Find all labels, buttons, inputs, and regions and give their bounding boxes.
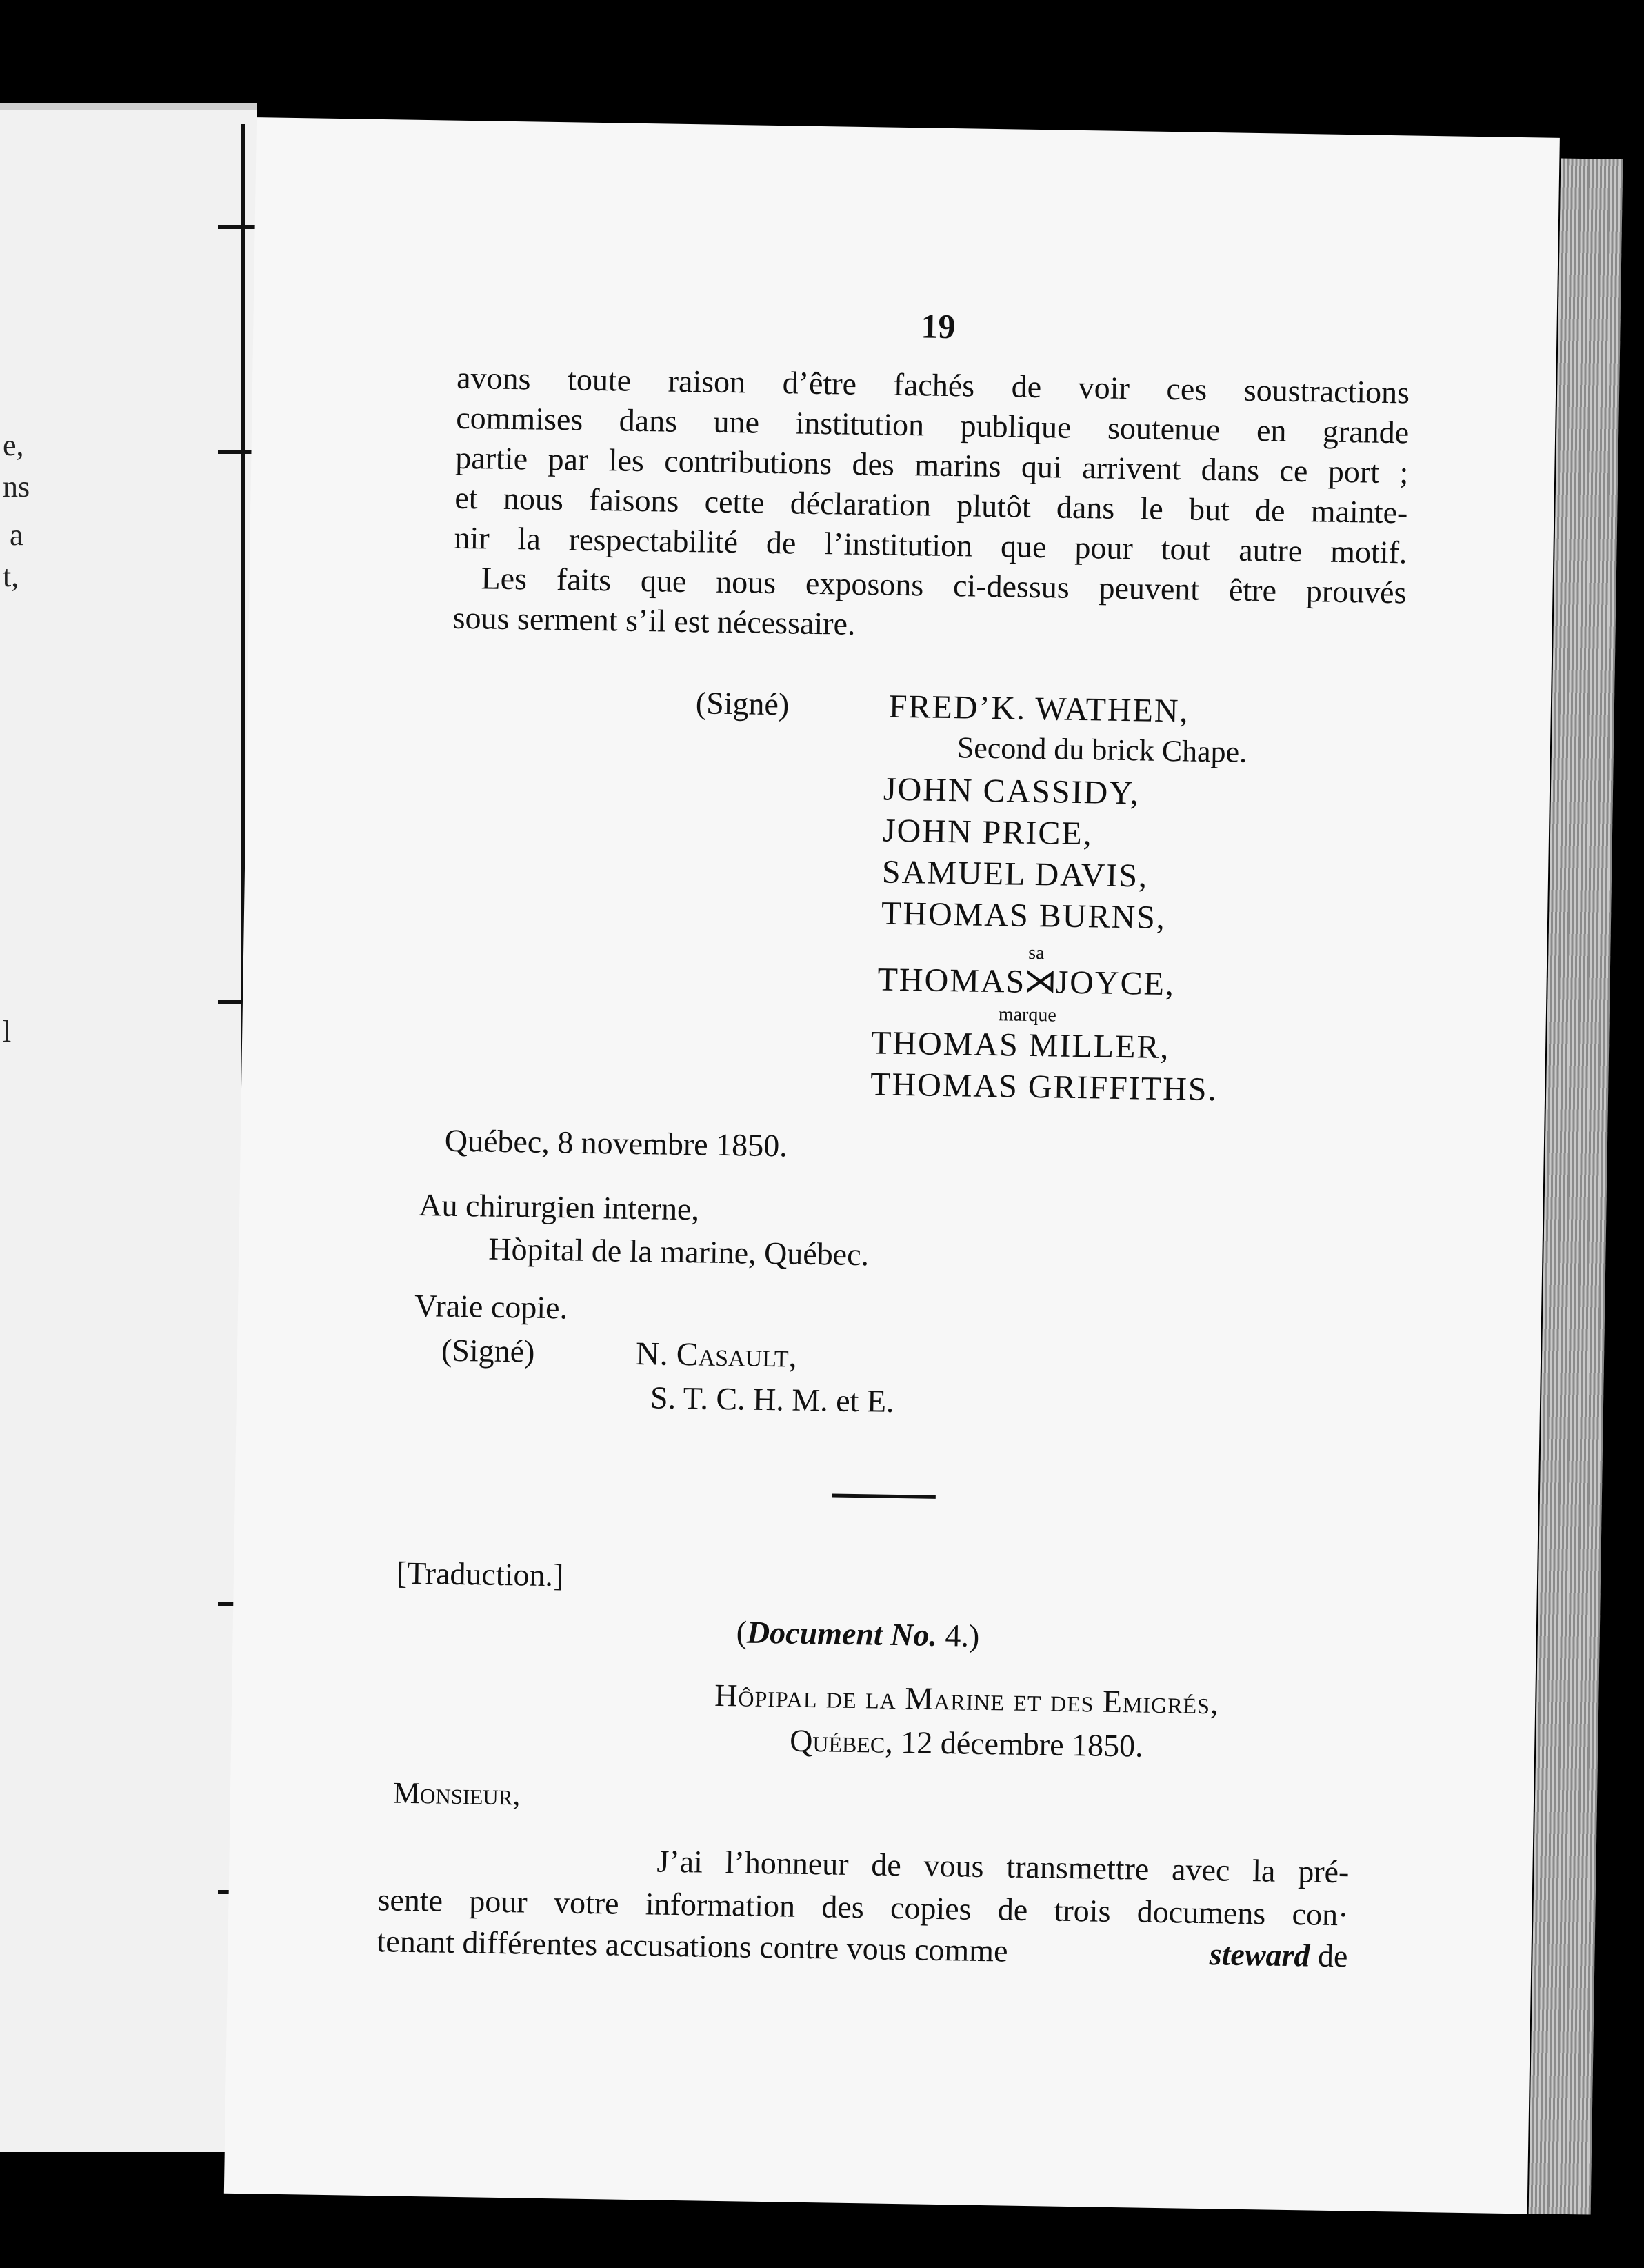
document-label-italic: Document No. — [746, 1614, 938, 1653]
letterhead-place-date — [790, 1722, 1143, 1764]
signatory-name: THOMAS MILLER, — [870, 1024, 1170, 1066]
text-segment — [1209, 1936, 1347, 1974]
mark-annotation-top: sa — [1028, 942, 1045, 964]
italic-word: steward — [1209, 1936, 1310, 1973]
mark-annotation-bottom: marque — [998, 1004, 1057, 1026]
document-label-open: ( — [736, 1614, 748, 1650]
signatory-name: JOYCE, — [1055, 964, 1176, 1003]
text-line: Les faits que nous exposons ci-dessus peuvent être prouvés — [481, 560, 1407, 610]
letterhead-date: 12 décembre 1850. — [892, 1724, 1143, 1764]
text-line: sente pour votre information des copies de trois documens con· — [377, 1882, 1349, 1933]
document-label — [736, 1613, 979, 1654]
letterhead-city: Québec, — [789, 1722, 894, 1760]
signatory-name: JOHN CASSIDY, — [883, 770, 1141, 812]
true-copy-label: Vraie copie. — [414, 1287, 568, 1326]
letterhead-institution: Hôpipal de la Marine et des Emigrés, — [714, 1677, 1219, 1721]
book-page — [224, 117, 1560, 2214]
page-number: 19 — [921, 306, 956, 346]
signatory-name: THOMAS BURNS, — [881, 895, 1167, 937]
left-page-fragment: a — [10, 518, 23, 552]
translation-label: [Traduction.] — [396, 1555, 564, 1593]
left-facing-page — [0, 103, 257, 2152]
signer-title: S. T. C. H. M. et E. — [650, 1380, 894, 1419]
address-line: Hòpital de la marine, Québec. — [488, 1231, 870, 1273]
signature-mark-icon: ⋊ — [1023, 962, 1057, 1000]
document-label-close: ) — [968, 1618, 980, 1653]
text-line: et nous faisons cette déclaration plutôt dans le but de mainte- — [454, 479, 1408, 530]
signatory-name: THOMAS GRIFFITHS. — [870, 1066, 1218, 1108]
signed-label: (Signé) — [441, 1332, 535, 1369]
left-page-fragment: ns — [3, 470, 30, 504]
signer-name: N. Casault, — [635, 1335, 798, 1375]
signatory-name: THOMAS — [877, 961, 1026, 1000]
signatory-name: JOHN PRICE, — [882, 812, 1094, 853]
signatory-name: FRED’K. WATHEN, — [888, 688, 1190, 730]
address-line: Au chirurgien interne, — [418, 1187, 700, 1227]
text-line: nir la respectabilité de l’institution que pour tout autre motif. — [454, 519, 1407, 570]
text-segment-end: de — [1310, 1938, 1348, 1974]
signed-label: (Signé) — [695, 685, 790, 722]
text-segment: tenant différentes accusations contre vous comme — [377, 1923, 1008, 1969]
text-line: sous serment s’il est nécessaire. — [452, 599, 856, 641]
salutation: Monsieur, — [392, 1775, 521, 1812]
place-date: Québec, 8 novembre 1850. — [444, 1122, 788, 1164]
left-page-fragment: e, — [3, 428, 24, 462]
text-line: avons toute raison d’être fachés de voir ces soustractions — [456, 359, 1410, 410]
left-page-fragment: t, — [3, 559, 19, 593]
section-divider — [832, 1494, 936, 1499]
text-line: partie par les contributions des marins qui arrivent dans ce port ; — [455, 439, 1409, 490]
signatory-name: SAMUEL DAVIS, — [881, 853, 1149, 895]
text-line: commises dans une institution publique soutenue en grande — [455, 399, 1410, 450]
document-label-number: 4. — [936, 1617, 970, 1653]
text-line: J’ai l’honneur de vous transmettre avec la pré- — [656, 1843, 1350, 1890]
left-page-fragment: l — [3, 1015, 12, 1048]
signatory-role: Second du brick Chape. — [956, 730, 1247, 769]
